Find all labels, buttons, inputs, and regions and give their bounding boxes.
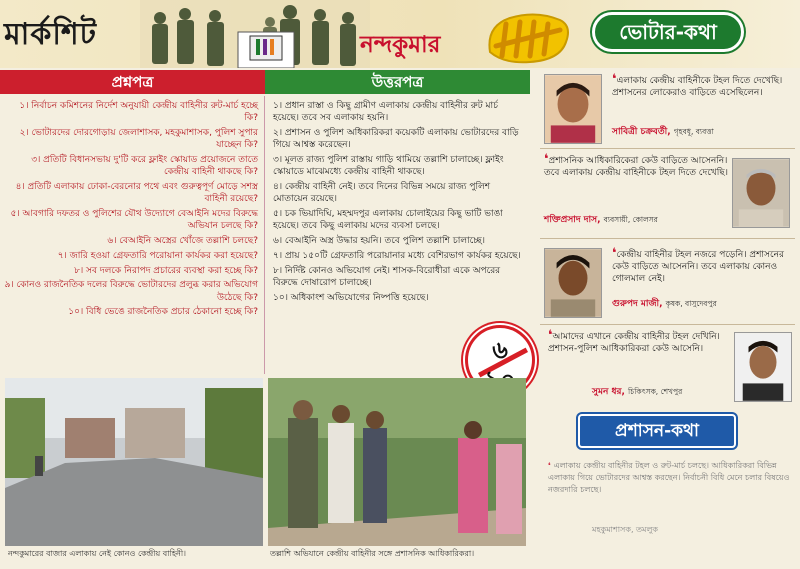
question-item: ৯। কোনও রাজনৈতিক দলের বিরুদ্ধে ভোটারদের প্রলুব্ধ করার অভিযোগ উঠেছে কি? bbox=[4, 280, 258, 303]
voter-photo bbox=[732, 158, 790, 228]
voter-name: সাবিত্রী চক্রবর্তী, গৃহবধূ, ব্যবত্তা bbox=[612, 127, 714, 137]
answer-item: ১০। অধিকাংশ অভিযোগের নিষ্পত্তি হয়েছে। bbox=[273, 292, 429, 303]
voter-photo bbox=[544, 74, 602, 144]
divider bbox=[540, 324, 795, 325]
constituency-title: নন্দকুমার bbox=[360, 31, 441, 58]
question-item: ৪। প্রতিটি এলাকায় ঢোকা-বেরনোর পথে এবং গুরুত্বপূর্ণ মোড়ে সশস্ত্র বাহিনী রয়েছে? bbox=[15, 182, 258, 205]
header-banner bbox=[0, 0, 800, 68]
answer-item: ৩। মূলত রাজ্য পুলিশ রাস্তায় গাড়ি থামিয়ে তল্লাশি চালাচ্ছে। ফ্লাইং স্কোয়াডে মাঝেমধ্যে কেন্দ্রীয় বাহিনী থাকছে। bbox=[273, 155, 504, 178]
quote-mark: ❛ bbox=[548, 328, 553, 343]
question-item: ১০। বিধি ভেঙে রাজনৈতিক প্রচার ঠেকানো হচ্ছে কি? bbox=[68, 307, 258, 318]
voter-quote: ❛কেন্দ্রীয় বাহিনীর টহল নজরে পড়েনি। প্রশাসনের কেউ বাড়িতে আসেননি। তবে এলাকায় কোনও গোলমাল নেই। bbox=[612, 246, 784, 284]
voter-name: শক্তিপ্রসাদ দাস, ব্যবসায়ী, কোলসর bbox=[544, 215, 658, 225]
answer-item: ৬। বেআইনি অস্ত্র উদ্ধার হয়নি। তবে পুলিশ তল্লাশি চালাচ্ছে। bbox=[273, 236, 485, 246]
question-item: ৩। প্রতিটি বিধানসভায় দু'টি করে ফ্লাইং স্কোয়াড প্রয়োজনে তাতে কেন্দ্রীয় বাহিনী থাকছে কি? bbox=[31, 155, 258, 178]
market-street-photo bbox=[5, 378, 263, 546]
question-item: ৫। আবগারি দফতর ও পুলিশের যৌথ উদ্যোগে বেআইনি মদের বিরুদ্ধে অভিযান চলছে কি? bbox=[10, 209, 258, 232]
questions-heading: প্রশ্নপত্র bbox=[0, 70, 265, 94]
admin-quote: ❛ এলাকায় কেন্দ্রীয় বাহিনীর টহল ও রুট-মার্চ চলছে। আধিকারিকরা বিভিন্ন এলাকায় গিয়ে ভোটারদের আশ্বস্ত করছেন। নির্বাচনী বিধি মেনে চলার বিষয়েও নজরদারি চলছে। bbox=[548, 461, 790, 494]
answer-item: ৮। নির্দিষ্ট কোনও অভিযোগ নেই। শাসক-বিরোধীরা একে অপরের বিরুদ্ধে দোষারোপ চালাচ্ছে। bbox=[273, 265, 501, 288]
quote-mark: ❛ bbox=[612, 72, 617, 87]
question-item: ৮। সব দলকে নিরাপদ প্রচারের ব্যবস্থা করা হচ্ছে কি? bbox=[74, 265, 258, 276]
admin-name: মহকুমাশাসক, তমলুক bbox=[592, 525, 659, 534]
security-forces-photo bbox=[268, 378, 526, 546]
question-item: ২। ভোটারদের দোরগোড়ায় জেলাশাসক, মহকুমাশাসক, পুলিশ সুপার যাচ্ছেন কি? bbox=[19, 128, 258, 151]
voter-katha-banner: ভোটার-কথা bbox=[592, 12, 744, 52]
voter-quote: ❛আমাদের এখানে কেন্দ্রীয় বাহিনীর টহল দেখিনি। প্রশাসন-পুলিশ আধিকারিকরা কেউ আসেনি। bbox=[548, 328, 720, 354]
voter-photo bbox=[544, 248, 602, 318]
prashasan-katha-banner: প্রশাসন-কথা bbox=[578, 414, 736, 448]
voter-quote: ❛প্রশাসনিক আধিকারিকেরা কেউ বাড়িতে আসেননি। তবে এলাকায় কেন্দ্রীয় বাহিনীকে টহল দিতে দেখেছি। bbox=[544, 152, 728, 178]
quote-mark: ❛ bbox=[612, 246, 617, 261]
voter-name: সুমন ধর, চিকিৎসক, শেখপুর bbox=[592, 387, 683, 397]
marksheet-title: মার্কশিট bbox=[4, 17, 98, 52]
answer-item: ১। প্রধান রাস্তা ও কিছু গ্রামীণ এলাকায় কেন্দ্রীয় বাহিনীর রুট মার্চ হয়েছে। তবে সব এলাকায় হয়নি। bbox=[273, 101, 498, 124]
quote-mark: ❛ bbox=[548, 461, 554, 470]
answers-heading: উত্তরপত্র bbox=[265, 70, 530, 94]
answer-item: ২। প্রশাসন ও পুলিশ অধিকারিকরা কয়েকটি এলাকায় ভোটারদের বাড়ি গিয়ে আশ্বস্ত করেছেন। bbox=[273, 128, 519, 151]
question-item: ৭। জারি হওয়া গ্রেফতারি পরোয়ানা কার্যকর করা হয়েছে? bbox=[57, 250, 258, 261]
question-item: ৬। বেআইনি অস্ত্রের খোঁজে তল্লাশি চলছে? bbox=[107, 236, 258, 246]
divider bbox=[540, 148, 795, 149]
election-logo-icon bbox=[236, 30, 296, 68]
voter-photo bbox=[734, 332, 792, 402]
score-numerator: ৬ bbox=[492, 336, 508, 364]
answer-item: ৪। কেন্দ্রীয় বাহিনী নেই। তবে দিনের বিভিন্ন সময়ে রাজ্য পুলিশ মোতায়েন রয়েছে। bbox=[273, 182, 491, 205]
questions-list bbox=[0, 96, 265, 374]
right-photo-caption: তল্লাশি অভিযানে কেন্দ্রীয় বাহিনীর সঙ্গে প্রশাসনিক আধিকারিকরা। bbox=[270, 549, 475, 558]
divider bbox=[540, 238, 795, 239]
question-item: ১। নির্বাচন কমিশনের নির্দেশ অনুযায়ী কেন্দ্রীয় বাহিনীর রুট-মার্চ হচ্ছে কি? bbox=[19, 101, 258, 124]
tally-mark-logo-icon bbox=[480, 6, 572, 66]
quote-mark: ❛ bbox=[544, 152, 549, 167]
voter-name: গুরুপদ মাজী, কৃষক, বাসুদেবপুর bbox=[612, 299, 717, 309]
left-photo-caption: নন্দকুমারের বাজার এলাকায় নেই কোনও কেন্দ্রীয় বাহিনী। bbox=[8, 549, 186, 558]
voter-quote: ❛এলাকায় কেন্দ্রীয় বাহিনীকে টহল দিতে দেখেছি। প্রশাসনের লোকেরাও বাড়িতে এসেছিলেন। bbox=[612, 72, 783, 98]
answer-item: ৭। প্রায় ১৫০টি গ্রেফতারি পরোয়ানার মধ্যে বেশিরভাগ কার্যকর হয়েছে। bbox=[273, 250, 521, 261]
answer-item: ৫। চক ভিয়াদিঘি, মহম্মদপুর এলাকায় চোলাইয়ের কিছু ভাটি ভাঙা হয়েছে। তবে কিছু এলাকায় মদের ব্যবসা চলছে। bbox=[273, 209, 503, 232]
